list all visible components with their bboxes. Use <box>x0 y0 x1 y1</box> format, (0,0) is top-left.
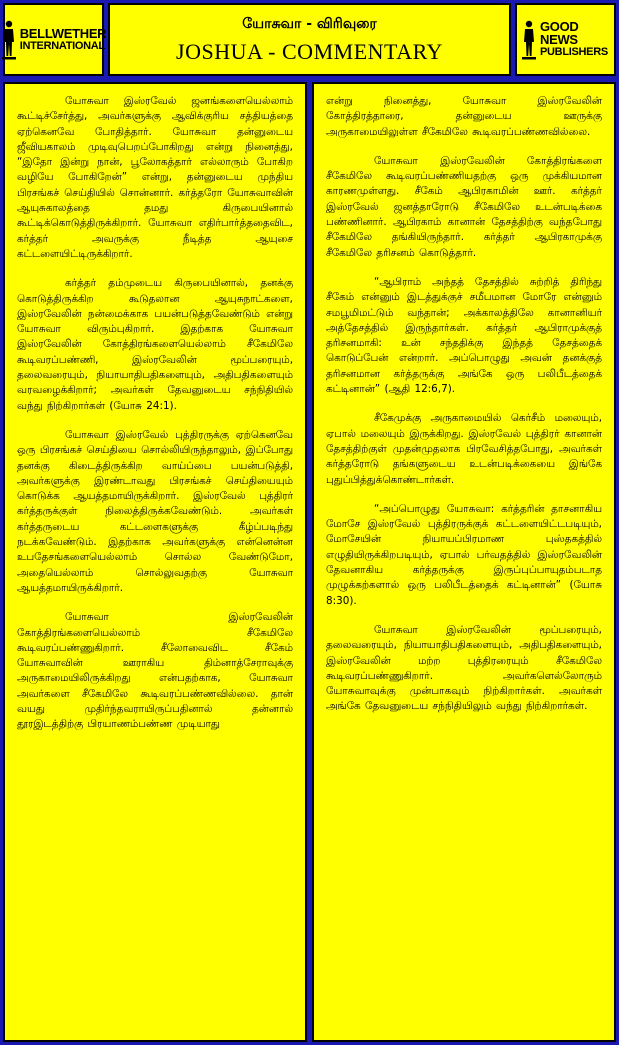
left-logo-line1: BELLWETHER <box>19 25 107 41</box>
left-paragraph-1: யோசுவா இஸ்ரவேல் ஜனங்களையெல்லாம் கூட்டிச்சேர்த்து, அவர்களுக்கு ஆவிக்குரிய சத்தியத்தை ஏற்கெனவே போதித்தார். யோசுவா தன்னுடைய ஜீவியகாலம் முடிவுபெறப்போகிறது என்று நினைத்து, “இதோ இன்று நான், பூலோகத்தார் எல்லாரும் போகிற வழியே போகிறேன்” என்று, தன்னுடைய முந்திய பிரசங்கச் செய்தியில் சொன்னார். கர்த்தரோ யோசுவாவின் ஆயுசுகாலத்தை தமது கிருபையினால் கூட்டிக்கொடுத்திருக்கிறார். யோசுவா எதிர்பார்த்ததைவிட, கர்த்தர் அவருக்கு நீடித்த ஆயுசை கட்டளையிட்டிருக்கிறார். <box>17 95 293 260</box>
right-paragraph-6: யோசுவா இஸ்ரவேலின் மூப்பரையும், தலைவரையும், நியாயாதிபதிகளையும், அதிபதிகளையும், இஸ்ரவேலின் மற்ற புத்திரரையும் சீகேமிலே கூடிவரப்பண்ணுகிறார். அவர்களெல்லோரும் யோசுவாவுக்கு முன்பாகவும் நிற்கிறார்கள். அவர்கள் அங்கே தேவனுடைய சந்நிதியிலும் வந்து நிற்கிறார்கள். <box>326 623 602 713</box>
right-paragraph-3: “ஆபிராம் அந்தத் தேசத்தில் சுற்றித் திரிந்து சீகேம் என்னும் இடத்துக்குச் சமீபமான மோரே என்னும் சமபூமிமட்டும் வந்தான்; அக்காலத்திலே கானானியர் அத்தேசத்தில் இருந்தார்கள். கர்த்தர் ஆபிராமுக்குத் தரிசனமாகி: உன் சந்ததிக்கு இந்தத் தேசத்தைக் கொடுப்பேன் என்றார். அப்பொழுது அவன் தனக்குத் தரிசனமான கர்த்தருக்கு அங்கே ஒரு பலிபீடத்தைக் கட்டினான்” (ஆதி 12:6,7). <box>326 275 602 396</box>
bellwether-logo <box>3 3 107 76</box>
right-paragraph-2: யோசுவா இஸ்ரவேலின் கோத்திரங்களை சீகேமிலே கூடிவரப்பண்ணியதற்கு ஒரு முக்கியமான காரணமுள்ளது. சீகேம் ஆபிரகாமின் ஊர். கர்த்தர் இஸ்ரவேல் ஜனத்தாரோடு சீகேமிலே உடன்படிக்கை பண்ணினார். ஆபிரகாம் கானான் தேசத்திற்கு வந்தபோது சீகேமிலே தங்கியிருந்தார். கர்த்தர் ஆபிரகாமுக்கு சீகேமிலே தரிசனம் கொடுத்தார். <box>326 154 602 259</box>
right-column <box>312 82 616 1042</box>
bellwether-figure-icon <box>1 20 17 60</box>
good-news-figure-icon <box>521 20 537 60</box>
good-news-logo <box>515 3 616 76</box>
left-paragraph-4: யோசுவா இஸ்ரவேலின் கோத்திரங்களையெல்லாம் சீகேமிலே கூடிவரப்பண்ணுகிறார். சீலோவைவிட சீகேம் யோசுவாவின் ஊராகிய திம்னாத்சேராவுக்கு அருகாமையிலிருக்கிறது என்பதற்காக, யோசுவா அவர்களை சீகேமிலே கூடிவரப்பண்ணவில்லை. தான் வயது முதிர்ந்தவராயிருப்பதினால் தன்னால் தூரஇடத்திற்கு பிரயாணம்பண்ண முடியாது <box>17 611 293 731</box>
right-paragraph-1: என்று நினைத்து, யோசுவா இஸ்ரவேலின் கோத்திரத்தாரை, தன்னுடைய ஊருக்கு அருகாமையிலுள்ள சீகேமிலே கூடிவரப்பண்ணவில்லை. <box>326 95 602 138</box>
right-logo-line2: PUBLISHERS <box>540 46 608 58</box>
right-paragraph-5: “அப்பொழுது யோசுவா: கர்த்தரின் தாசனாகிய மோசே இஸ்ரவேல் புத்திரருக்குக் கட்டளையிட்டபடியும், மோசேயின் நியாயப்பிரமாண புஸ்தகத்தில் எழுதியிருக்கிறபடியும், ஏபால் பர்வதத்தில் இஸ்ரவேலின் தேவனாகிய கர்த்தருக்கு இருப்புப்பாயுதம்படாத முழுக்கற்களால் ஒரு பலிபீடத்தைக் கட்டினான்” (யோசு 8:30). <box>326 502 602 607</box>
left-paragraph-2: கர்த்தர் தம்முடைய கிருபையினால், தனக்கு கொடுத்திருக்கிற கூடுதலான ஆயுசுநாட்களை, இஸ்ரவேலின் நன்மைக்காக பயன்படுத்தவேண்டும் என்று யோசுவா விரும்புகிறார். இதற்காக யோசுவா இஸ்ரவேலின் கோத்திரங்களையெல்லாம் சீகேமிலே கூடிவரப்பண்ணி, இஸ்ரவேலின் மூப்பரையும், தலைவரையும், நியாயாதிபதிகளையும், அதிபதிகளையும் வரவழைக்கிறார்; அவர்கள் தேவனுடைய சந்நிதியில் வந்து நிற்கிறார்கள் (யோசு 24:1). <box>17 277 293 412</box>
left-paragraph-3: யோசுவா இஸ்ரவேல் புத்திரருக்கு ஏற்கெனவே ஒரு பிரசங்கச் செய்தியை சொல்லியிருந்தாலும், இப்போது தனக்கு கிடைத்திருக்கிற வாய்ப்பை பயன்படுத்தி, அவர்களுக்கு இரண்டாவது பிரசங்கச் செய்தியையும் கொடுக்க ஆயத்தமாயிருக்கிறார். இஸ்ரவேல் புத்திரர் கர்த்தருக்குள் நிலைத்திருக்கவேண்டும். அவர்கள் கர்த்தருடைய கட்டளைகளுக்கு கீழ்ப்படிந்து நடக்கவேண்டும். இதற்காக அவர்களுக்கு என்னென்ன உபதேசங்களையெல்லாம் சொல்ல வேண்டுமோ, அதையெல்லாம் சொல்லுவதற்கு யோசுவா ஆயத்தமாயிருக்கிறார். <box>17 428 293 594</box>
english-title: JOSHUA - COMMENTARY <box>176 39 443 64</box>
left-column <box>3 82 307 1042</box>
right-paragraph-4: சீகேமுக்கு அருகாமையில் கெர்சீம் மலையும், ஏபால் மலையும் இருக்கிறது. இஸ்ரவேல் புத்திரர் கானான் தேசத்திற்குள் முதன்முதலாக பிரவேசித்தபோது, அவர்கள் கர்த்தரோடு தங்களுடைய உடன்படிக்கையை இங்கே புதுப்பித்துக்கொண்டார்கள். <box>326 412 602 486</box>
tamil-title: யோசுவா - விரிவுரை <box>242 16 377 32</box>
header-title-box <box>108 3 511 76</box>
right-logo-line1: GOOD NEWS <box>540 19 579 47</box>
left-logo-line2: INTERNATIONAL <box>19 39 105 52</box>
